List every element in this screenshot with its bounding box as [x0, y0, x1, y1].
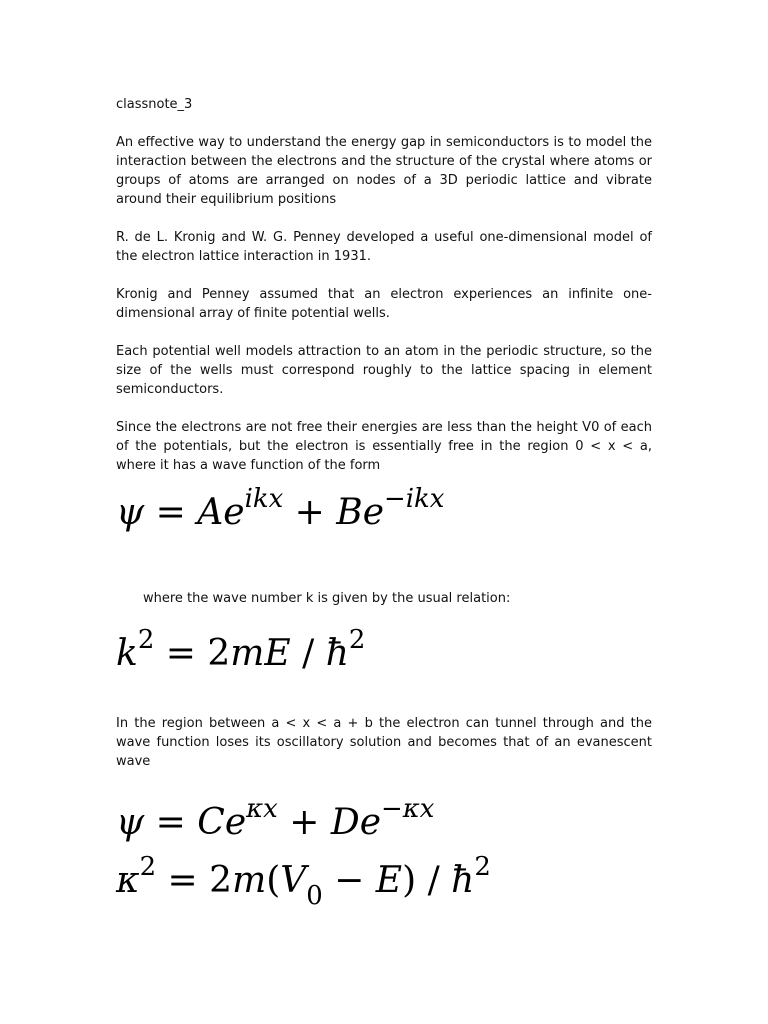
paragraph-potential-well: Each potential well models attraction to an atom in the periodic structure, so the size of the wells must correspond roughly to the lattice spacing in element semiconductors. — [116, 344, 652, 397]
equation-psi-free: $\psi = Ae^{ikx} + Be^{-ikx}$ — [116, 484, 445, 533]
equation-kappa-relation: $\kappa^2 = 2m(V_0 - E)$ / $ħ^2$ — [116, 852, 491, 911]
paragraph-tunnel: In the region between a < x < a + b the electron can tunnel through and the wave function loses its oscillatory solution and becomes that of an evanescent wave — [116, 716, 652, 769]
document-page — [116, 95, 652, 911]
document-title: classnote_3 — [116, 97, 193, 112]
paragraph-intro: An effective way to understand the energy gap in semiconductors is to model the interaction between the electrons and the structure of the crystal where atoms or groups of atoms are arranged on nodes of a 3D periodic lattice and vibrate around their equilibrium positions — [116, 135, 652, 207]
paragraph-assumption: Kronig and Penney assumed that an electron experiences an infinite one-dimensional array of finite potential wells. — [116, 287, 652, 321]
equation-psi-evanescent: $\psi = Ce^{\kappa x} + De^{-\kappa x}$ — [116, 794, 435, 843]
equation-k-relation: $k^2 = 2mE$ / $ħ^2$ — [116, 625, 366, 674]
paragraph-free-region: Since the electrons are not free their energies are less than the height V0 of each of the potentials, but the electron is essentially free in the region 0 < x < a, where it has a wave function of the form — [116, 420, 652, 473]
paragraph-wave-number: where the wave number k is given by the usual relation: — [143, 591, 511, 606]
paragraph-kronig-penney: R. de L. Kronig and W. G. Penney developed a useful one-dimensional model of the electron lattice interaction in 1931. — [116, 230, 652, 264]
